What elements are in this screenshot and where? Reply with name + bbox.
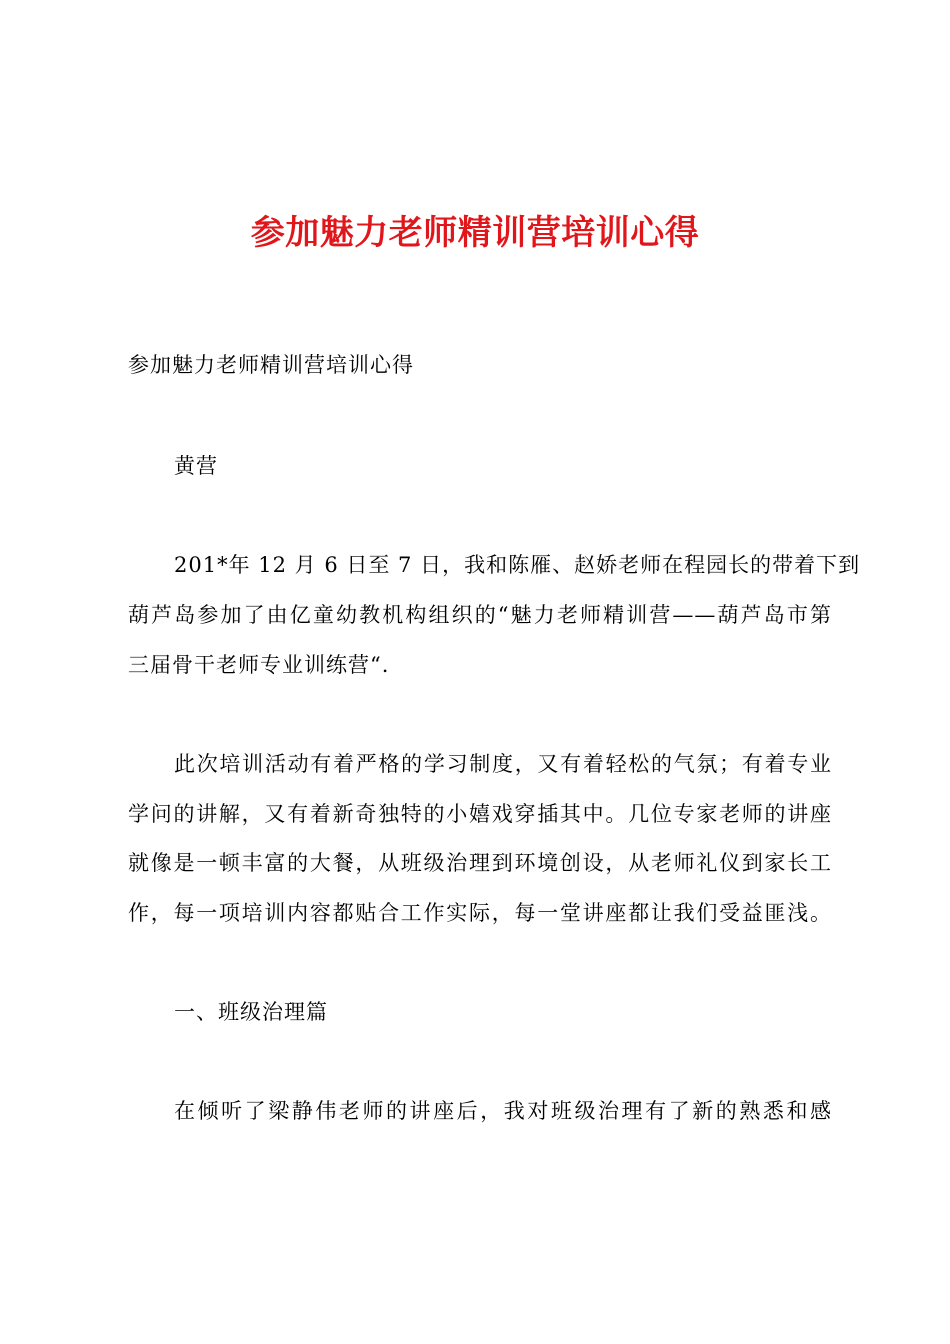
paragraph-2-line-1: 此次培训活动有着严格的学习制度，又有着轻松的气氛；有着专业 — [174, 752, 832, 776]
author-name: 黄营 — [174, 454, 218, 478]
paragraph-1-line-3: 三届骨干老师专业训练营“. — [128, 653, 390, 677]
document-subtitle: 参加魅力老师精训营培训心得 — [128, 353, 414, 377]
paragraph-1-line-1: 201*年 12 月 6 日至 7 日，我和陈雁、赵娇老师在程园长的带着下到 — [174, 553, 861, 577]
paragraph-1-line-2: 葫芦岛参加了由亿童幼教机构组织的“魅力老师精训营——葫芦岛市第 — [128, 603, 832, 627]
section-heading: 一、班级治理篇 — [174, 1000, 328, 1024]
paragraph-3-line-1: 在倾听了梁静伟老师的讲座后，我对班级治理有了新的熟悉和感 — [174, 1099, 832, 1123]
paragraph-2-line-2: 学问的讲解，又有着新奇独特的小嬉戏穿插其中。几位专家老师的讲座 — [128, 802, 832, 826]
paragraph-2-line-4: 作，每一项培训内容都贴合工作实际，每一堂讲座都让我们受益匪浅。 — [128, 901, 832, 925]
paragraph-2-line-3: 就像是一顿丰富的大餐，从班级治理到环境创设，从老师礼仪到家长工 — [128, 851, 832, 875]
document-title: 参加魅力老师精训营培训心得 — [250, 213, 700, 253]
